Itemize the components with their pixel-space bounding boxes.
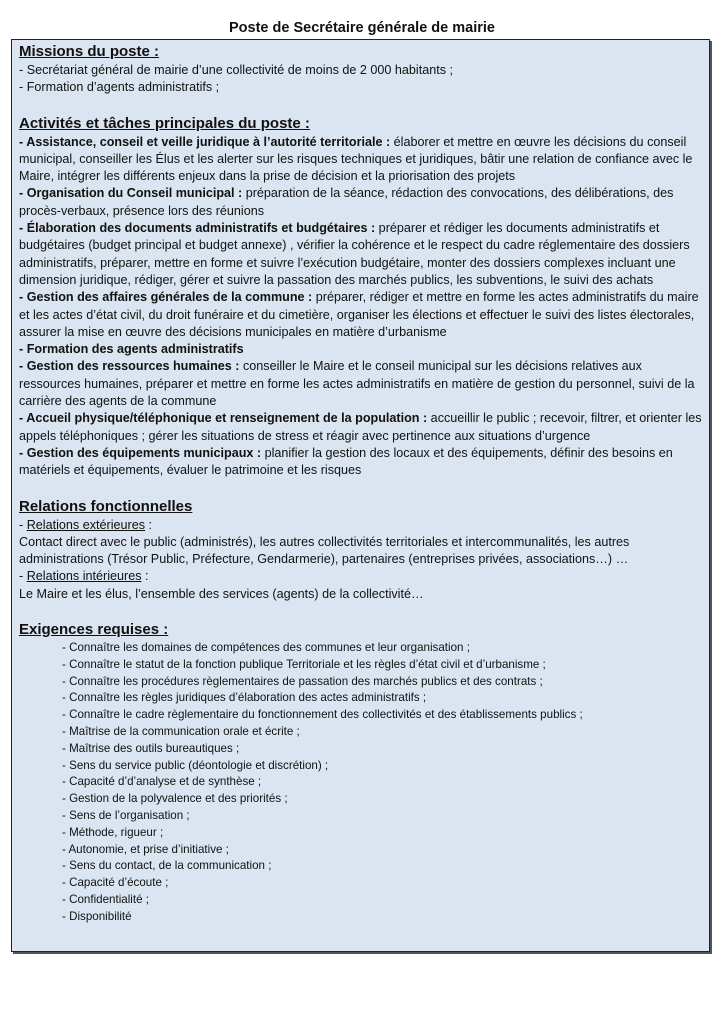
activity-label: - Organisation du Conseil municipal :: [19, 186, 243, 201]
requirement-item: - Connaître le cadre règlementaire du fonctionnement des collectivités et des établissements publics ;: [62, 708, 583, 722]
activity-label: - Gestion des équipements municipaux :: [19, 445, 262, 460]
activity-label: - Assistance, conseil et veille juridique à l’autorité territoriale :: [19, 134, 391, 149]
activity-text: préparer et rédiger les documents administratifs et budgétaires (budget principal et budget annexe) , vérifier la cohérence et le respect du cadre réglementaire des dossiers administratifs, préparer, mettre en forme et suivre l’exécution budgétaire, monter des dossiers complexes incluant une dimension juridique, rédiger, gérer et suivre la passation des marchés publics, les subventions, le suivi des achats: [19, 221, 690, 287]
requirement-item: - Connaître les domaines de compétences des communes et leur organisation ;: [62, 641, 470, 655]
relations-interieures-text: Le Maire et les élus, l’ensemble des services (agents) de la collectivité…: [19, 586, 424, 601]
activity-item: [19, 134, 702, 186]
requirement-item: - Sens de l’organisation ;: [62, 808, 190, 822]
requirement-item: - Disponibilité: [62, 909, 132, 923]
page-title: Poste de Secrétaire générale de mairie: [229, 20, 495, 36]
requirement-item: - Sens du contact, de la communication ;: [62, 859, 272, 873]
requirement-item: - Méthode, rigueur ;: [62, 825, 164, 839]
activity-text: accueillir le public ; recevoir, filtrer, et orienter les appels téléphoniques ; gérer les situations de stress et réagir avec pertinence aux situations d’urgence: [19, 411, 702, 443]
mission-item: - Formation d’agents administratifs ;: [19, 80, 220, 95]
activity-item: [19, 185, 702, 220]
requirement-item: - Maîtrise des outils bureautiques ;: [62, 741, 240, 755]
colon: :: [145, 517, 153, 532]
activity-item: [19, 341, 702, 358]
activity-item: [19, 410, 702, 445]
activity-text: préparer, rédiger et mettre en forme les actes administratifs du maire et les actes d’état civil, du droit funéraire et du cimetière, organiser les élections et effectuer le suivi des listes électorales, assurer la mise en œuvre des décisions municipales en matière d’urbanisme: [19, 290, 699, 339]
requirement-item: - Gestion de la polyvalence et des priorités ;: [62, 792, 288, 806]
relations-exterieures-text: Contact direct avec le public (administrés), les autres collectivités territoriales et intercommunalités, les autres administrations (Trésor Public, Préfecture, Gendarmerie), partenaires (entreprises privées, associations…) …: [19, 534, 630, 567]
activity-text: élaborer et mettre en œuvre les décisions du conseil municipal, conseiller les Élus et les alerter sur les risques techniques et juridiques, bâtir une relation de confiance avec le Maire, intégrer les différents enjeux dans la prise de décision et la priorisation des projets: [19, 134, 693, 184]
mission-item: - Secrétariat général de mairie d’une collectivité de moins de 2 000 habitants ;: [19, 63, 454, 77]
activity-item: [19, 358, 702, 410]
requirement-item: - Confidentialité ;: [62, 892, 149, 906]
requirement-item: - Autonomie, et prise d’initiative ;: [62, 842, 229, 856]
relations-exterieures-label: [19, 517, 702, 534]
relations-exterieures-title: Relations extérieures: [26, 517, 146, 532]
heading-colon: :: [159, 621, 169, 639]
activity-item: [19, 220, 702, 289]
requirement-item: - Capacité d’d’analyse et de synthèse ;: [62, 775, 262, 789]
activity-label: - Formation des agents administratifs: [19, 342, 244, 357]
requirement-item: - Connaître les procédures règlementaires de passation des marchés publics et des contrats ;: [62, 674, 543, 688]
activity-label: - Accueil physique/téléphonique et renseignement de la population :: [19, 411, 428, 426]
dash: -: [19, 517, 27, 532]
requirement-item: - Sens du service public (déontologie et discrétion) ;: [62, 758, 329, 772]
activity-label: - Gestion des affaires générales de la commune :: [19, 290, 313, 305]
activites-heading: [19, 114, 702, 134]
activity-item: [19, 445, 702, 480]
job-description-box: [11, 39, 710, 952]
colon: :: [141, 569, 149, 584]
requirement-item: - Connaître le statut de la fonction publique Territoriale et les règles d’état civil et d’urbanisme ;: [62, 657, 546, 671]
missions-heading-text: Missions du poste: [19, 43, 150, 60]
activity-text: planifier la gestion des locaux et des équipements, définir des besoins en matériels et équipements, évaluer le patrimoine et les risques: [19, 445, 673, 478]
relations-interieures-label: [19, 568, 702, 585]
activity-item: [19, 289, 702, 341]
relations-heading: Relations fonctionnelles: [19, 497, 193, 515]
activity-label: - Gestion des ressources humaines :: [19, 359, 240, 374]
activity-text: préparation de la séance, rédaction des convocations, des délibérations, des procès-verbaux, présence lors des réunions: [19, 186, 674, 218]
requirement-list: [19, 640, 702, 926]
missions-heading: [19, 42, 702, 62]
activity-label: - Élaboration des documents administratifs et budgétaires :: [19, 221, 376, 236]
relations-interieures-title: Relations intérieures: [26, 569, 142, 584]
heading-colon: :: [149, 43, 160, 60]
requirement-item: - Maîtrise de la communication orale et écrite ;: [62, 725, 300, 738]
requirement-item: - Capacité d’écoute ;: [62, 876, 169, 890]
heading-colon: :: [300, 114, 310, 132]
activity-text: conseiller le Maire et le conseil municipal sur les décisions relatives aux ressources humaines, préparer et mettre en forme les actes administratifs en matière de gestion du personnel, suivi de la carrière des agents de la commune: [19, 359, 695, 409]
exigences-heading: [19, 620, 702, 640]
requirement-item: - Connaître les règles juridiques d’élaboration des actes administratifs ;: [62, 691, 427, 705]
activites-heading-text: Activités et tâches principales du poste: [19, 114, 301, 132]
dash: -: [19, 569, 27, 584]
exigences-heading-text: Exigences requises: [19, 621, 160, 639]
